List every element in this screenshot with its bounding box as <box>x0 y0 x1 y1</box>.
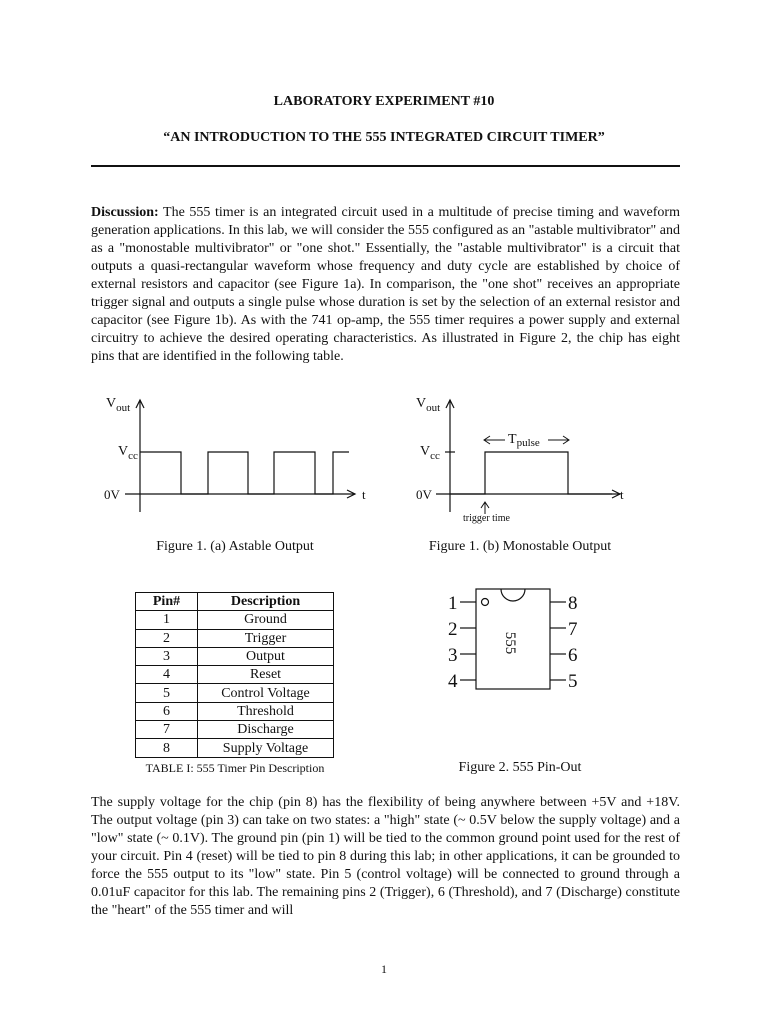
trigger-time-label: trigger time <box>463 513 510 524</box>
figure-2-caption: Figure 2. 555 Pin-Out <box>458 760 582 775</box>
lab-title: LABORATORY EXPERIMENT #10 <box>273 94 495 109</box>
pin-label-left: 4 <box>448 671 458 692</box>
pin-label-left: 2 <box>448 619 458 640</box>
table-row <box>136 647 334 665</box>
pin-description-table <box>135 592 334 758</box>
pin-number-cell: 7 <box>136 721 198 739</box>
pin-label-right: 5 <box>568 671 578 692</box>
astable-waveform-figure <box>95 390 385 520</box>
page-number: 1 <box>381 962 387 976</box>
discussion-label: Discussion: <box>91 205 159 220</box>
pin-description-cell: Discharge <box>198 721 334 739</box>
chip-label: 555 <box>502 631 518 655</box>
pin-number-header: Pin# <box>136 593 198 611</box>
pin-description-cell: Ground <box>198 611 334 629</box>
discussion-paragraph <box>91 204 680 366</box>
table-row <box>136 739 334 757</box>
table-row <box>136 684 334 702</box>
astable-vout-label: $V_{out}$ <box>106 396 131 414</box>
pin-description-cell: Threshold <box>198 702 334 720</box>
pin-description-cell: Output <box>198 647 334 665</box>
astable-zero-label: 0V <box>104 487 120 502</box>
pin-number-cell: 2 <box>136 629 198 647</box>
table-row <box>136 721 334 739</box>
pin-label-left: 3 <box>448 645 458 666</box>
tpulse-label: $T_{pulse}$ <box>508 432 540 449</box>
table-row <box>136 629 334 647</box>
figure-1a-caption: Figure 1. (a) Astable Output <box>156 539 314 554</box>
pinout-diagram <box>440 585 600 695</box>
pin-1-dot <box>482 599 489 606</box>
astable-vcc-label: $V_{cc}$ <box>118 444 138 462</box>
monostable-zero-label: 0V <box>416 487 432 502</box>
pin-description-cell: Control Voltage <box>198 684 334 702</box>
astable-square-wave <box>140 452 349 494</box>
table-row <box>136 666 334 684</box>
pin-description-cell: Supply Voltage <box>198 739 334 757</box>
pin-label-right: 6 <box>568 645 578 666</box>
experiment-subtitle: “AN INTRODUCTION TO THE 555 INTEGRATED CIRCUIT TIMER” <box>163 130 605 145</box>
pin-number-cell: 5 <box>136 684 198 702</box>
monostable-pulse <box>450 452 612 494</box>
header-divider <box>91 165 680 167</box>
astable-t-label: t <box>362 487 366 502</box>
pin-number-cell: 6 <box>136 702 198 720</box>
pin-label-right: 7 <box>568 619 578 640</box>
chip-notch <box>501 589 525 601</box>
table-caption: TABLE I: 555 Timer Pin Description <box>145 761 325 775</box>
pin-number-cell: 1 <box>136 611 198 629</box>
supply-voltage-paragraph: The supply voltage for the chip (pin 8) has the flexibility of being anywhere between +5V and +18V. The output voltage (pin 3) can take on two states: a "high" state (~ 0.5V below the supply voltage) and a "low" state (~ 0.1V). The ground pin (pin 1) will be tied to the common ground point used for the rest of your circuit. Pin 4 (reset) will be tied to pin 8 during this lab; in other applications, it can be grounded to force the 555 output to its "low" state. Pin 5 (control voltage) will be connected to ground through a 0.01uF capacitor for this lab. The remaining pins 2 (Trigger), 6 (Threshold), and 7 (Discharge) constitute the "heart" of the 555 timer and will <box>91 795 680 918</box>
pin-description-cell: Reset <box>198 666 334 684</box>
monostable-vcc-label: $V_{cc}$ <box>420 444 440 462</box>
pin-number-cell: 4 <box>136 666 198 684</box>
pin-description-cell: Trigger <box>198 629 334 647</box>
monostable-vout-label: $V_{out}$ <box>416 396 441 414</box>
table-row <box>136 702 334 720</box>
description-header: Description <box>198 593 334 611</box>
monostable-waveform-figure <box>408 390 648 530</box>
pin-number-cell: 3 <box>136 647 198 665</box>
pin-label-left: 1 <box>448 593 458 614</box>
monostable-t-label: t <box>620 487 624 502</box>
table-header-row <box>136 593 334 611</box>
discussion-text: The 555 timer is an integrated circuit used in a multitude of precise timing and waveform generation applications. In this lab, we will consider the 555 configured as an "astable multivibrator" and as a "monostable multivibrator" or "one shot." Essentially, the "astable multivibrator" is a circuit that outputs a quasi-rectangular waveform whose frequency and duty cycle are established by choice of external resistors and capacitor (see Figure 1a). In comparison, the "one shot" receives an appropriate trigger signal and outputs a single pulse whose duration is set by the selection of an external resistor and capacitor (see Figure 1b). As with the 741 op-amp, the 555 timer requires a power supply and external circuitry to achieve the desired operating characteristics. As illustrated in Figure 2, the chip has eight pins that are identified in the following table. <box>91 205 680 364</box>
pin-number-cell: 8 <box>136 739 198 757</box>
table-row <box>136 611 334 629</box>
pin-label-right: 8 <box>568 593 578 614</box>
figure-1b-caption: Figure 1. (b) Monostable Output <box>428 539 612 554</box>
